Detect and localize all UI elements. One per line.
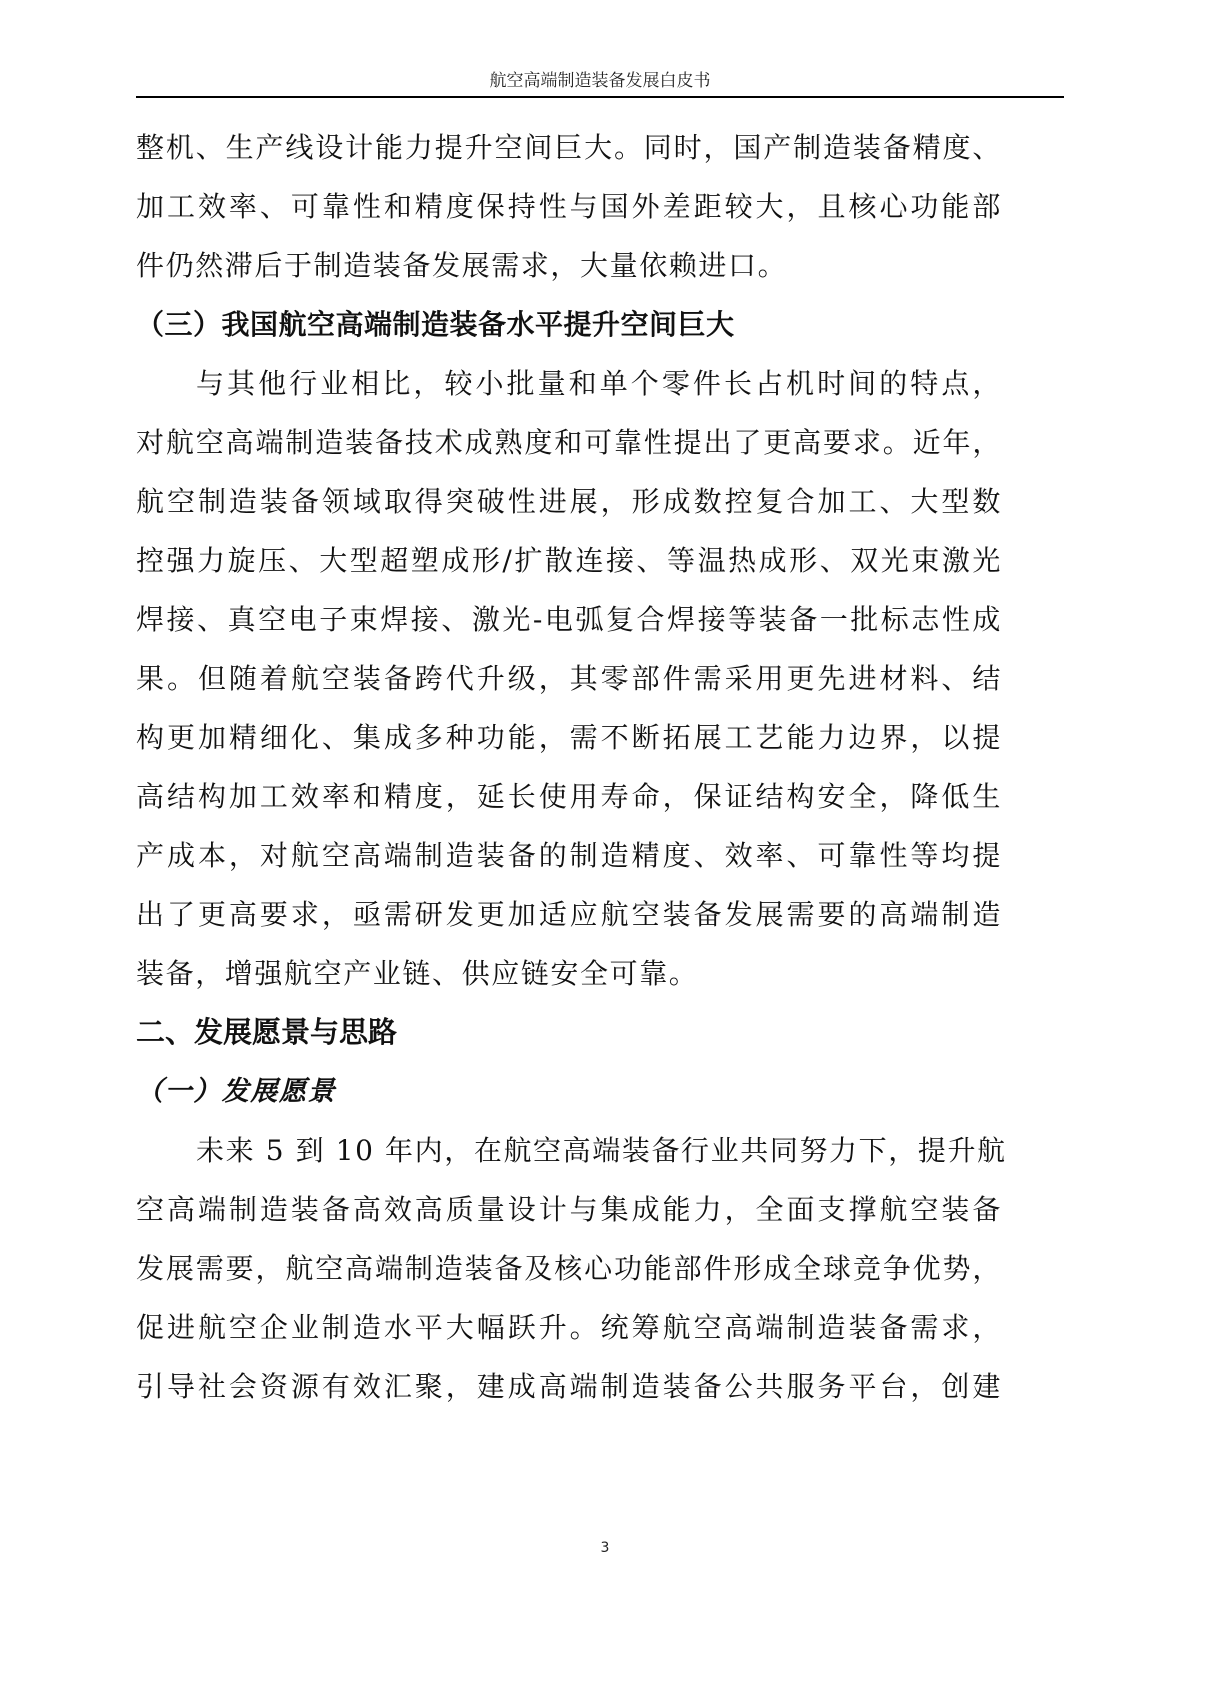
page-number: 3: [600, 1540, 610, 1556]
text-line: 构更加精细化、集成多种功能，需不断拓展工艺能力边界，以提: [136, 721, 1002, 754]
text-line: 出了更高要求，亟需研发更加适应航空装备发展需要的高端制造: [136, 898, 1002, 931]
section-heading-3: （三）我国航空高端制造装备水平提升空间巨大: [136, 308, 735, 341]
text-line: 航空制造装备领域取得突破性进展，形成数控复合加工、大型数: [136, 485, 1002, 518]
text-line: 控强力旋压、大型超塑成形/扩散连接、等温热成形、双光束激光: [136, 544, 1002, 577]
text-line: 焊接、真空电子束焊接、激光-电弧复合焊接等装备一批标志性成: [136, 603, 1002, 636]
paragraph-vision: [136, 1121, 1007, 1416]
text-line: 件仍然滞后于制造装备发展需求，大量依赖进口。: [136, 249, 788, 282]
header-divider: [136, 96, 1064, 98]
document-body: [136, 118, 1007, 1416]
page-header: [136, 60, 1064, 98]
text-line: 促进航空企业制造水平大幅跃升。统筹航空高端制造装备需求，: [136, 1311, 1002, 1344]
text-line: 对航空高端制造装备技术成熟度和可靠性提出了更高要求。近年，: [136, 426, 1002, 459]
text-line: 发展需要，航空高端制造装备及核心功能部件形成全球竞争优势，: [136, 1252, 1002, 1285]
text-line: 产成本，对航空高端制造装备的制造精度、效率、可靠性等均提: [136, 839, 1002, 872]
text-line: 空高端制造装备高效高质量设计与集成能力，全面支撑航空装备: [136, 1193, 1002, 1226]
paragraph-continued: [136, 118, 1002, 295]
subsection-heading-vision: （一）发展愿景: [136, 1076, 337, 1107]
text-line: 未来 5 到 10 年内，在航空高端装备行业共同努力下，提升航: [196, 1134, 1007, 1167]
text-line: 整机、生产线设计能力提升空间巨大。同时，国产制造装备精度、: [136, 131, 1002, 164]
running-header-title: 航空高端制造装备发展白皮书: [489, 71, 711, 91]
text-line: 果。但随着航空装备跨代升级，其零部件需采用更先进材料、结: [136, 662, 1002, 695]
section-heading-2: 二、发展愿景与思路: [136, 1015, 398, 1049]
text-line: 装备，增强航空产业链、供应链安全可靠。: [136, 957, 699, 990]
text-line: 与其他行业相比，较小批量和单个零件长占机时间的特点，: [196, 367, 1002, 400]
text-line: 加工效率、可靠性和精度保持性与国外差距较大，且核心功能部: [136, 190, 1002, 223]
text-line: 高结构加工效率和精度，延长使用寿命，保证结构安全，降低生: [136, 780, 1002, 813]
text-line: 引导社会资源有效汇聚，建成高端制造装备公共服务平台，创建: [136, 1370, 1002, 1403]
paragraph-industry-comparison: [136, 354, 1002, 1003]
